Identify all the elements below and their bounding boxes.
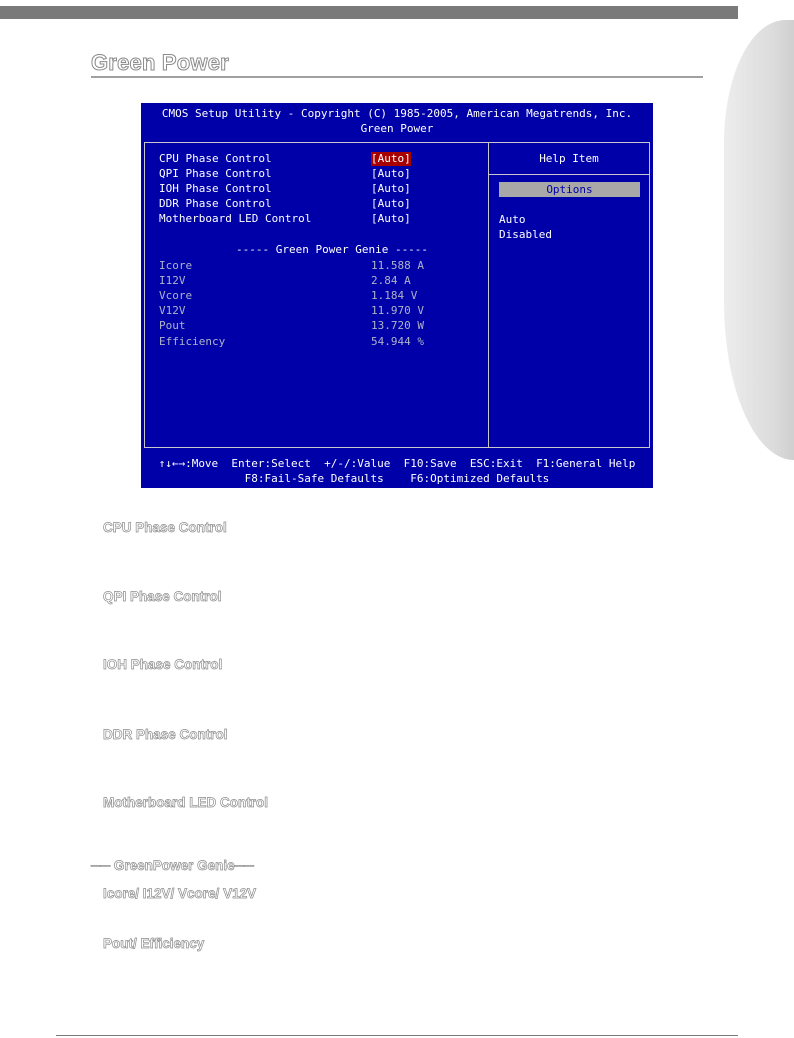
setting-label-cpu-phase: CPU Phase Control xyxy=(159,152,272,165)
item-heading-cpu-phase: CPU Phase Control xyxy=(103,520,227,535)
setting-value-ioh-phase[interactable]: [Auto] xyxy=(371,182,411,195)
item-heading-qpi-phase: QPI Phase Control xyxy=(103,589,222,604)
setting-label-qpi-phase: QPI Phase Control xyxy=(159,167,272,180)
options-header: Options xyxy=(499,182,640,197)
bios-key-hints-line2: F8:Fail-Safe Defaults F6:Optimized Defaults xyxy=(244,472,550,485)
reading-value-i12v: 2.84 A xyxy=(371,274,411,287)
setting-value-ddr-phase[interactable]: [Auto] xyxy=(371,197,411,210)
help-panel-title: Help Item xyxy=(539,152,599,165)
bios-column-divider xyxy=(488,142,489,448)
side-thumb-tab xyxy=(724,20,794,460)
setting-value-cpu-phase[interactable]: [Auto] xyxy=(371,152,411,165)
reading-label-pout: Pout xyxy=(159,319,186,332)
help-panel-rule xyxy=(488,174,650,175)
bottom-rule xyxy=(56,1035,738,1036)
reading-label-vcore: Vcore xyxy=(159,289,193,302)
setting-value-qpi-phase[interactable]: [Auto] xyxy=(371,167,411,180)
reading-value-pout: 13.720 W xyxy=(371,319,424,332)
title-underline xyxy=(91,76,703,78)
top-header-bar xyxy=(0,6,738,19)
reading-value-vcore: 1.184 V xyxy=(371,289,418,302)
item-heading-ddr-phase: DDR Phase Control xyxy=(103,727,228,742)
setting-label-ddr-phase: DDR Phase Control xyxy=(159,197,272,210)
item-heading-led-control: Motherboard LED Control xyxy=(103,795,268,810)
item-heading-ioh-phase: IOH Phase Control xyxy=(103,657,223,672)
bios-key-hints-line1: ↑↓←→:Move Enter:Select +/-/:Value F10:Save ESC:Exit F1:General Help xyxy=(158,457,636,470)
reading-value-icore: 11.588 A xyxy=(371,259,424,272)
reading-label-icore: Icore xyxy=(159,259,193,272)
genie-section-heading: ── GreenPower Genie── xyxy=(91,858,254,873)
setting-label-ioh-phase: IOH Phase Control xyxy=(159,182,272,195)
option-auto: Auto xyxy=(499,213,526,226)
reading-label-efficiency: Efficiency xyxy=(159,335,226,348)
bios-copyright-line: CMOS Setup Utility - Copyright (C) 1985-2005, American Megatrends, Inc. xyxy=(161,107,633,120)
reading-value-efficiency: 54.944 % xyxy=(371,335,424,348)
option-disabled: Disabled xyxy=(499,228,552,241)
reading-label-v12v: V12V xyxy=(159,304,186,317)
reading-label-i12v: I12V xyxy=(159,274,186,287)
reading-value-v12v: 11.970 V xyxy=(371,304,424,317)
bios-screenshot xyxy=(141,103,653,488)
setting-label-led-control: Motherboard LED Control xyxy=(159,212,312,225)
bios-menu-title: Green Power xyxy=(360,122,434,135)
bios-header xyxy=(141,103,653,137)
setting-value-led-control[interactable]: [Auto] xyxy=(371,212,411,225)
item-heading-current-voltage: Icore/ I12V/ Vcore/ V12V xyxy=(103,886,257,901)
genie-title: ----- Green Power Genie ----- xyxy=(236,243,429,256)
section-title: Green Power xyxy=(91,50,229,75)
item-heading-pout-efficiency: Pout/ Efficiency xyxy=(103,936,205,951)
